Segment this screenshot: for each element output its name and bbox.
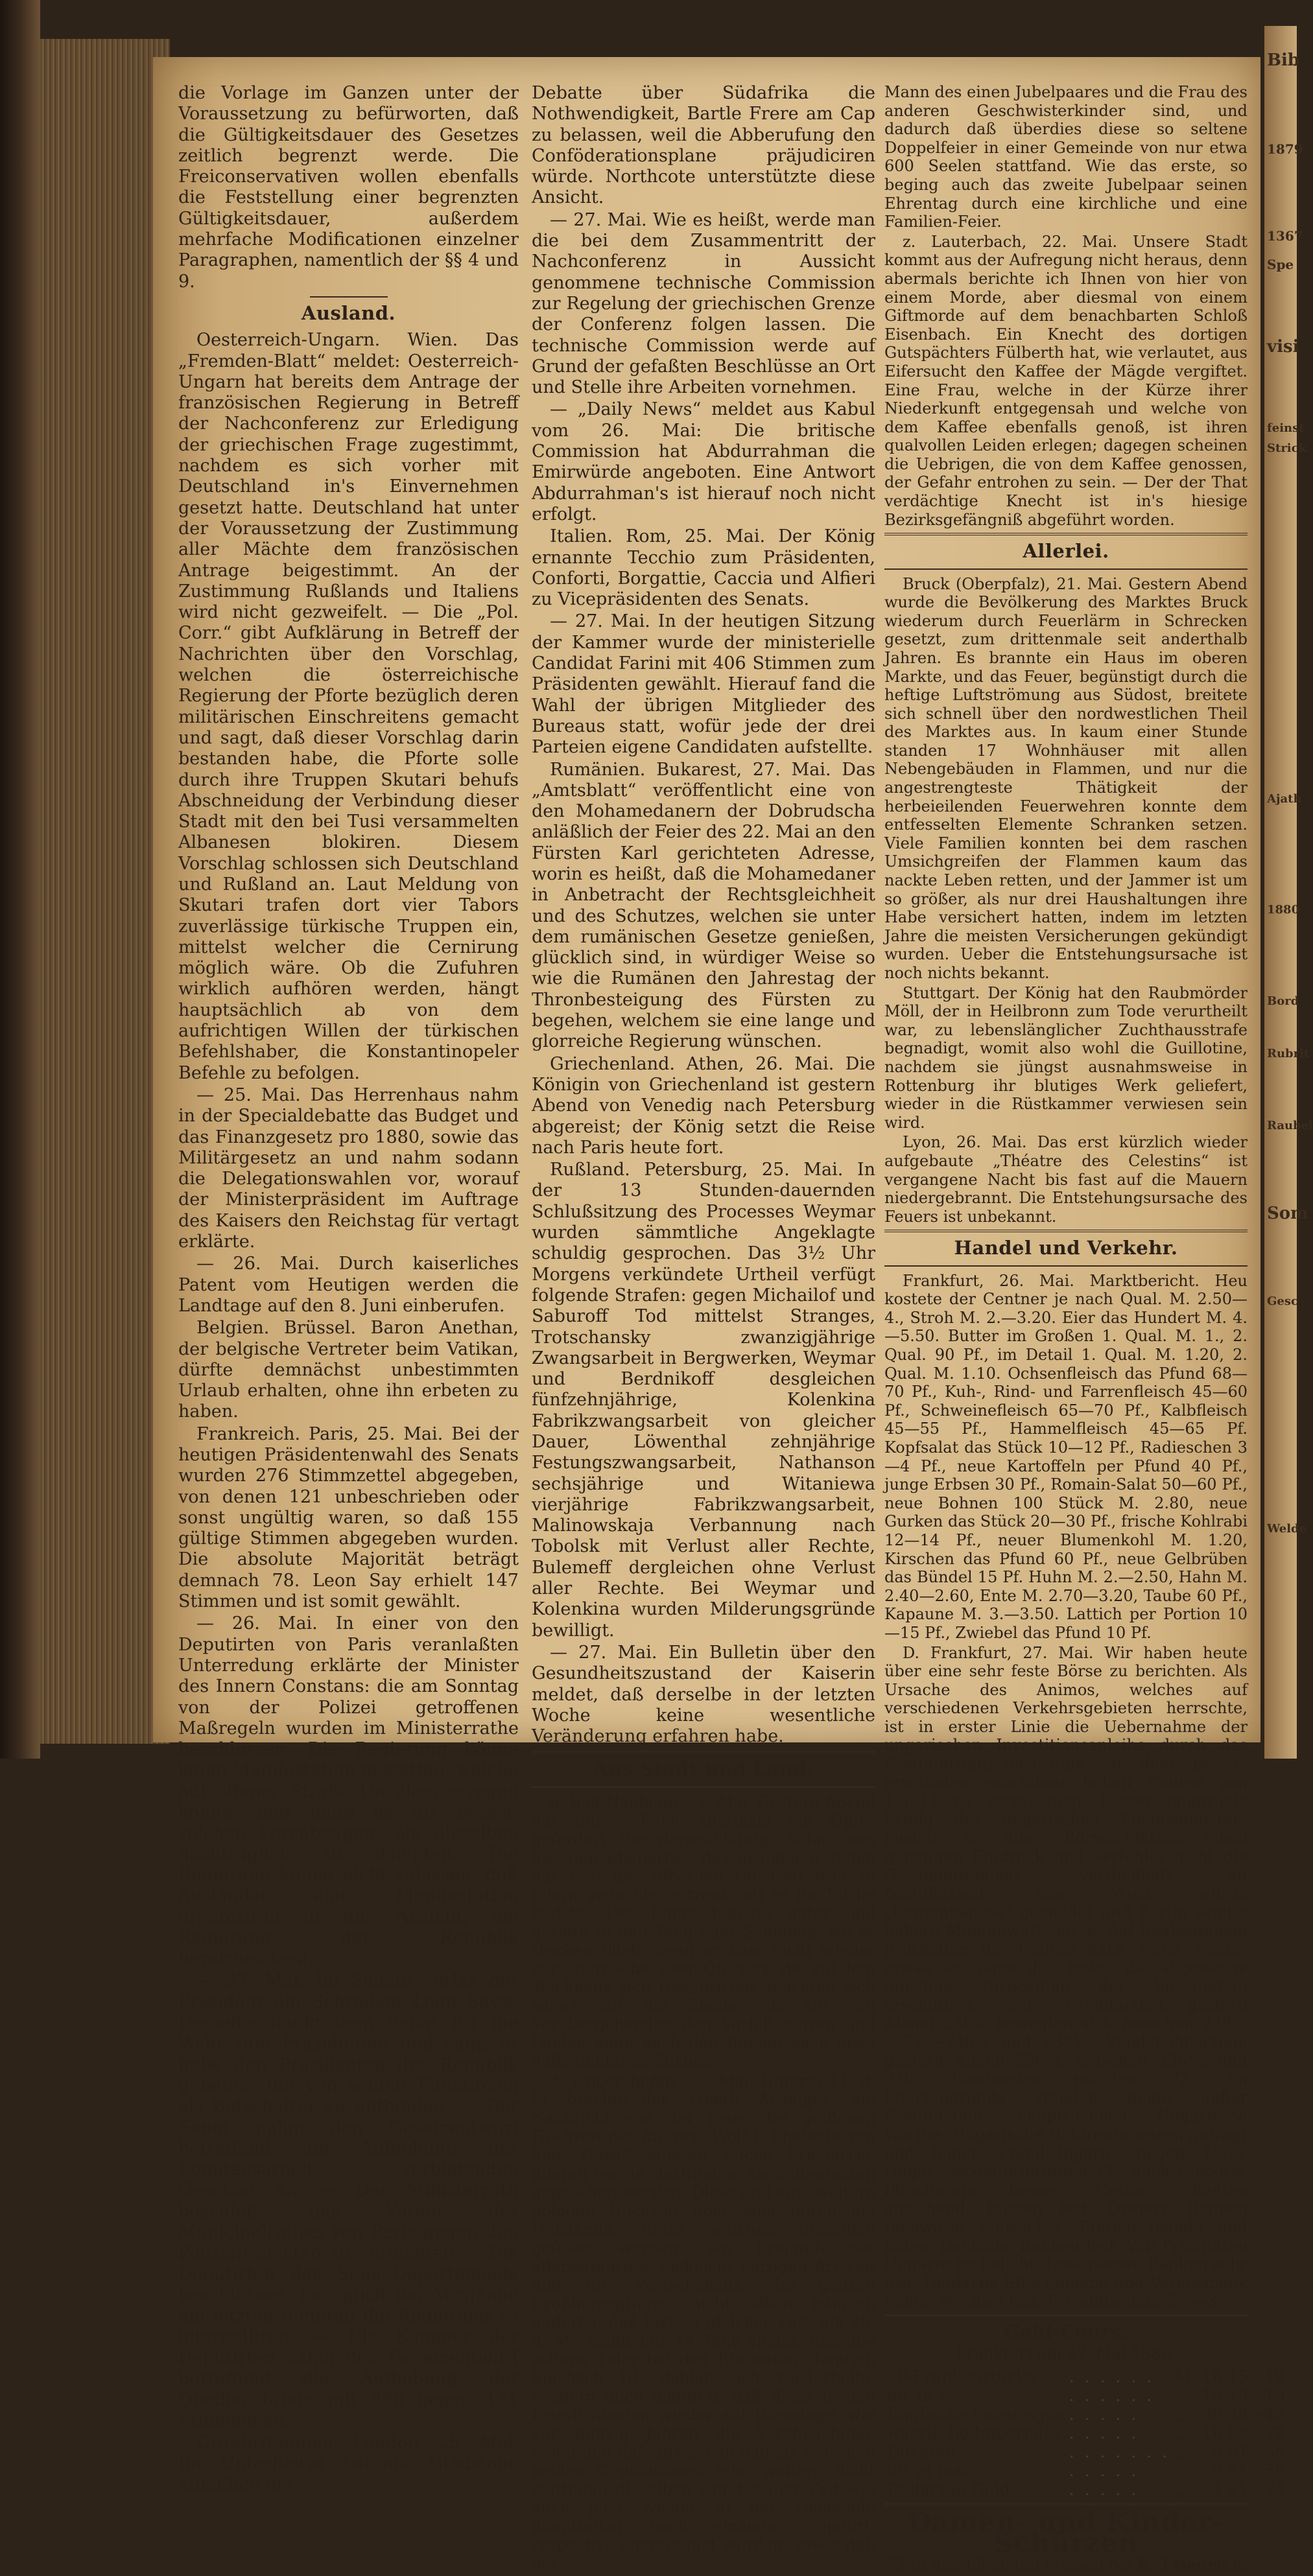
exchange-rate-leader: . . . . .: [1069, 2423, 1139, 2442]
article-paragraph: Italien. Rom, 25. Mai. Der König ernannte Tecchio zum Präsidenten, Conforti, Borgattie, Caccia und Alfieri zu Vicepräsidenten des Senats.: [532, 526, 875, 610]
exchange-rates-title: Geld-Cours.: [1004, 2320, 1128, 2343]
section-divider: [532, 1786, 875, 1788]
section-divider: [884, 533, 1248, 535]
advertisement-number: 73: [884, 2556, 905, 2575]
exchange-rate-leader: . . . . .: [1069, 2461, 1139, 2480]
article-paragraph: — 27. Mai. In der heutigen Sitzung der Kammer wurde der ministerielle Candidat Farini mit 406 Stimmen zum Präsidenten gewählt. Hierauf fand die Wahl der übrigen Mitglieder des Bureaus statt, wofür jede der drei Parteien eigene Candidaten aufstellte.: [532, 611, 875, 758]
exchange-rate-row: [884, 2386, 1288, 2405]
article-paragraph: — 27. Mai. Im Senate verlas der Präsident ein Schreiben Leon Say's. Derselbe dankt dem Senat für die Wahl zum Präsidenten und sagt, er habe den Präsidenten der Republik gebeten, ihn von seinen Funktionen als Botschafter zu entbinden. — Der Senat nahm den Gesetzentwurf betreffend die Aufhebung des Sonntagsarbeit verbietenden Gesetzes an. — Der Ministerrath beschloß, das Votum des Municipalrathes von Paris gegen den Polizeipräfecten zu vernichten — Die Deputirten des Seine-Departements beschlossen, bezüglich der Vorgänge am letzten Sonntag die Regierung zu interpelliren. — Die Kammer der Deputirten nahm den Gesetzentwurf betreffend die Aufhebung der Obedienzbriefe mit 366 gegen 121 Stimmen an.: [178, 1971, 519, 2431]
adjacent-fragment: 1880: [1267, 903, 1300, 917]
exchange-rate-value: 4 21—24: [1212, 2479, 1286, 2499]
article-paragraph: Rumänien. Bukarest, 27. Mai. Das „Amtsblatt“ veröffentlicht eine von den Mohamedanern der Dobrudscha anläßlich der Feier des 22. Mai an den Fürsten Karl gerichteten Adresse, worin es heißt, daß die Mohamedaner in Anbetracht der Rechtsgleichheit und des Schutzes, welchen sie unter dem rumänischen Gesetze genießen, glücklich sind, in würdiger Weise so wie die Rumänen den Jahrestag der Thronbesteigung des Fürsten zu begehen, welchem sie eine lange und glorreiche Regierung wünschen.: [532, 759, 875, 1052]
advertisement-vendor: K. Friedrich.: [1137, 2555, 1248, 2575]
article-paragraph: Mann des einen Jubelpaares und die Frau des anderen Geschwisterkinder sind, und dadurch daß überdies diese so seltene Doppelfeier in einer Gemeinde von nur etwa 600 Seelen stattfand. Wie das erste, so beging auch das zweite Jubelpaar seinen Ehrentag durch eine kirchliche und eine Familien-Feier.: [884, 83, 1248, 231]
article-paragraph: Rußland. Petersburg, 25. Mai. In der 13 Stunden-dauernden Schlußsitzung des Processes Weymar wurden sämmtliche Angeklagte schuldig gesprochen. Das 3½ Uhr Morgens verkündete Urtheil verfügt folgende Strafen: gegen Michailof und Saburoff Tod mittelst Stranges, Trotschansky zwanzigjährige Zwangsarbeit in Bergwerken, Weymar und Berdnikoff desgleichen fünfzehnjährige, Kolenkina Fabrikzwangsarbeit von gleicher Dauer, Löwenthal zehnjährige Festungszwangsarbeit, Nathanson sechsjährige und Witaniewa vierjährige Fabrikzwangsarbeit, Malinowskaja Verbannung nach Tobolsk mit Verlust aller Rechte, Bulemeff dergleichen ohne Verlust aller Rechte. Bei Weymar und Kolenkina wurden Milderungsgründe bewilligt.: [532, 1160, 875, 1641]
adjacent-fragment: visi: [1267, 337, 1299, 357]
exchange-rate-row: [884, 2442, 1288, 2461]
exchange-rates-subtitle: Frankfurt am 27. Mai 1880.: [956, 2345, 1176, 2363]
exchange-rate-value: 16 15—19: [1201, 2367, 1286, 2386]
adjacent-fragment: 1879: [1267, 141, 1303, 157]
exchange-rate-leader: . . . . . .: [1069, 2367, 1155, 2386]
exchange-rate-currency: „: [1175, 2442, 1184, 2461]
column-1: [178, 83, 519, 2497]
article-paragraph: Frankfurt, 26. Mai. Marktbericht. Heu kostete der Centner je nach Qual. M. 2.50—4., Stroh M. 2.—3.20. Eier das Hundert M. 4.—5.50. Butter im Großen 1. Qual. M. 1., 2. Qual. 90 Pf., im Detail 1. Qual. M. 1.20, 2. Qual. M. 1.10. Ochsenfleisch das Pfund 68—70 Pf., Kuh-, Rind- und Farrenfleisch 45—60 Pf., Schweinefleisch 65—70 Pf., Kalbfleisch 45—55 Pf., Hammelfleisch 45—65 Pf. Kopfsalat das Stück 10—12 Pf., Radieschen 3—4 Pf., neue Kartoffeln per Pfund 40 Pf., junge Erbsen 30 Pf., Romain-Salat 50—60 Pf., neue Bohnen 100 Stück M. 2.80, neue Gurken das Stück 20—30 Pf., frische Kohlrabi 12—14 Pf., neuer Blumenkohl M. 1.20, Kirschen das Pfund 60 Pf., neue Gelbrüben das Bündel 15 Pf. Huhn M. 2.—2.50, Hahn M. 2.40—2.60, Ente M. 2.70—3.20, Taube 60 Pf., Kapaune M. 3.—3.50. Lattich per Portion 10—15 Pf., Zwiebel das Pfund 10 Pf.: [884, 1271, 1248, 1642]
exchange-rate-currency: M.: [1175, 2367, 1197, 2386]
adjacent-fragment: Strick: [1267, 441, 1307, 455]
article-paragraph: die Vorlage im Ganzen unter der Voraussetzung zu befürworten, daß die Gültigkeitsdauer des Gesetzes zeitlich begrenzt werde. Die Freiconservativen wollen ebenfalls die Feststellung einer begrenzten Gültigkeitsdauer, außerdem mehrfache Modificationen einzelner Paragraphen, namentlich der §§ 4 und 9.: [178, 83, 519, 292]
exchange-rate-value: 16 15—19: [1201, 2385, 1286, 2405]
advertisement-line: [884, 2555, 1248, 2575]
adjacent-fragment: feinst: [1267, 421, 1305, 435]
exchange-rate-name: Englische Sovereigns: [887, 2404, 1064, 2424]
column-rule: [310, 296, 388, 298]
article-paragraph: n. Bad-Nauheim, 22. Mai. Gestern Abend hat unser Teich abermals ein Opfer gefordert. Der vierzehnjährige Sohn eines hiesigen Eheparres, das in einigen Tagen das Fest der silbernen Hochzeit froh zu feiern gedachte, ertrank, als er im Teiche badete. Der Junge tauchte unter und gerieth in den Tang oder Schlamm, wo er stecken blieb, denn er kam nicht wieder zur Oberfläche. Zwei Officiere, die auf dem Teichhaus sich restaurirten, machten sich sofort auf die Suche, als sie von Vorübergehenden den Vorfall hörten und fanden dann auch den Jungen nach etwa halbstündigem Suchen.: [532, 1792, 875, 2071]
section-heading-handel: Handel und Verkehr.: [954, 1237, 1178, 1259]
article-paragraph: Stuttgart. Der König hat den Raubmörder Möll, der in Heilbronn zum Tode verurtheilt war, zu lebenslänglicher Zuchthausstrafe begnadigt, womit also wohl die Guillotine, nachdem sie jüngst ausnahmsweise in Rottenburg ihr blutiges Werk geliefert, wieder in die Rüstkammer verwiesen sein wird.: [884, 983, 1248, 1132]
article-paragraph: Griechenland. Athen, 26. Mai. Die Königin von Griechenland ist gestern Abend von Venedig nach Petersburg abgereist; der König setzt die Reise nach Paris heute fort.: [532, 1053, 875, 1158]
exchange-rate-leader: . . . . . . .: [1069, 2442, 1170, 2461]
section-divider: [884, 2503, 1248, 2505]
adjacent-fragment: Bord: [1267, 994, 1299, 1008]
section-divider: [884, 2315, 1248, 2316]
exchange-rate-value: 9 51—55: [1212, 2461, 1286, 2480]
section-divider: [532, 1751, 875, 1753]
adjacent-fragment: Spe: [1267, 257, 1294, 272]
exchange-rate-row: [884, 2367, 1288, 2386]
section-divider: [884, 1265, 1248, 1267]
exchange-rate-row: [884, 2480, 1288, 2499]
adjacent-fragment: 1367: [1267, 228, 1303, 244]
exchange-rate-currency: „: [1175, 2404, 1184, 2424]
page-stack-edge: [40, 39, 170, 1744]
article-paragraph: — „Daily News“ meldet aus Kabul vom 26. Mai: Die britische Commission hat Abdurrahman die Emirwürde angeboten. Eine Antwort Abdurrahman's ist hierauf noch nicht erfolgt.: [532, 399, 875, 524]
advertisement-title: Damen- und Kinder-Schürzen: [908, 2506, 1224, 2559]
exchange-rate-leader: . . . . .: [1069, 2479, 1139, 2499]
exchange-rate-currency: „: [1175, 2479, 1184, 2499]
exchange-rate-name: Dollars in Gold: [887, 2479, 1010, 2499]
article-paragraph: Belgien. Brüssel. Baron Anethan, der belgische Vertreter beim Vatikan, dürfte demnächst unbestimmten Urlaub erhalten, ohne ihn erbeten zu haben.: [178, 1318, 519, 1422]
article-paragraph: A. Oppershofen, 25. Mai. Unterm 11. d. M. brachte der „Oberh. Anzeiger“ die Nachricht von der Feier der goldenen Hochzeit der Andreas Wolf I. Eheleute von hier. Gewiß müssen solche Ereignisse, überall wo sie stattfinden, als Seltenheiten angesehen werden. Diese und eine weitere goldene Hochzeit aber sind durch die Umstände, unter welchen dieselben gefeiert wurden, ein Ereigniß der allerseltensten, vielleicht einzigen Art seit und für Menschenalter im ganzen Großherzogthum: nicht allein nämlich dadurch, daß fast zu gleicher Zeit, am 25. d. M., somit nur 14 Tage später, dieselbe seltene Feier bei den Eheleuten Heinrich Sulzbach III. dahier sich wiederholte, sondern auch dadurch, daß diese beiden Feierlichkeiten wieder auf Dienstage, wie vor fünfzig Jahren die Verehelichung, fielen und daß außerdem damals zwischen beiden Copulationen eine weitere nicht stattfand, dieselben somit seiner Zeit wie auch jetzt wieder in der Gemeinde unmittelbar nach einander copulirt, respektive eingesegnet wurden, sowie daß der: [532, 2072, 875, 2573]
exchange-rate-leader: . . . . . .: [1069, 2385, 1155, 2405]
article-paragraph: Lyon, 26. Mai. Das erst kürzlich wieder aufgebaute „Théatre des Celestins“ ist vergangene Nacht bis fast auf die Mauern niedergebrannt. Die Entstehungsursache des Feuers ist unbekannt.: [884, 1133, 1248, 1226]
exchange-rate-row: [884, 2405, 1288, 2424]
adjacent-fragment: Som: [1267, 1204, 1308, 1223]
adjacent-fragment: Ajath: [1267, 792, 1302, 806]
section-heading-stadt-und-land: Aus Stadt und Land.: [593, 1758, 814, 1781]
exchange-rate-name: 20-Frankenstücke: [887, 2367, 1036, 2386]
article-paragraph: D. Frankfurt, 27. Mai. Wir haben heute über eine sehr feste Börse zu berichten. Als Ursache des Animos, welches auf verschiedenen Verkehrsgebieten herrschte, ist in erster Linie die Uebernahme der ungarischen Investitionsanleihe durch das Creditanstaltsconsortium zu dem bereits erwähnten exorbitant hohen Course von 106,11 zu verzeichnen. Dieser finanzielle Erfolg des ungarischen Finanzministers machte an allen Börsen-Plätzen einen günstigen Eindruck und verfehlte nicht die Gesammttendenz vortheilhaft zu beeinflussen. Von Wien wurde „Rentenhausse“ gemeldet und Berlin sandte höhere Montanwertcourse. Auf Realisationen bröckelten die Course nach Notiz wieder etwas ab, ohne daß indeß die allgemeine günstige Disposition der Speculation erschüttert wurde. Creditactien, gestern Abend 238⅝ bewegten sich zwischen 239—237⅝—240⅛ und 239½, Staatsbahnactien, gestern Abend 236⅜, zwischen 236¼, und 236. Lombarden notirten 72. Im Boersengrunde standen heute außer Creditactien, hauptsächlich Ungarische Werthe. Ungarische Goldrente waren gefragt und höher. Pfund-Ungarn stiegen 1½%, Ungar. Secondprioritäten 1%, auch Gömörer Pfandbriefe besser. Oesterr. Renten anziehend. Russen fest. Oesterr. Bahnen theilweise schwächer. Elbthal beliebt und höher. Deutsche Bahnen fest. Von Prioritäten Ungarische beliebt. Lose besser. Banken sehr fest. Deutsche Effectenbank und Vereinsbank höher. Wechsel fest. Privatdisconto 2⅞—3%.: [884, 1643, 1248, 2311]
section-divider: [884, 568, 1248, 570]
article-paragraph: — 27. Mai. Wie es heißt, werde man die bei dem Zusammentritt der Nachconferenz in Aussicht genommene technische Commission zur Regelung der griechischen Grenze der Conferenz folgen lassen. Die technische Commission werde auf Grund der gefaßten Beschlüsse an Ort und Stelle ihre Arbeiten vornehmen.: [532, 209, 875, 398]
adjacent-fragment: Raubel: [1267, 1119, 1313, 1132]
book-binding: [0, 0, 40, 1759]
adjacent-fragment: Rubrit: [1267, 1047, 1310, 1060]
exchange-rate-value: 16 68—72: [1201, 2423, 1286, 2442]
article-paragraph: Frankreich. Paris, 25. Mai. Bei der heutigen Präsidentenwahl des Senats wurden 276 Stimmzettel abgegeben, von denen 121 unbeschrieben oder sonst ungültig waren, so daß 155 gültige Stimmen abgegeben wurden. Die absolute Majorität beträgt demnach 78. Leon Say erhielt 147 Stimmen und ist somit gewählt.: [178, 1423, 519, 1612]
article-paragraph: — 27. Mai. Ein Bulletin über den Gesundheitszustand der Kaiserin meldet, daß derselbe in der letzten Woche keine wesentliche Veränderung erfahren habe.: [532, 1642, 875, 1747]
exchange-rate-currency: „: [1175, 2385, 1184, 2405]
article-paragraph: — 26. Mai. Durch kaiserliches Patent vom Heutigen werden die Landtage auf den 8. Juni einberufen.: [178, 1254, 519, 1316]
exchange-rate-name: Ducaten: [887, 2442, 956, 2461]
article-paragraph: z. Lauterbach, 22. Mai. Unsere Stadt kommt aus der Aufregung nicht heraus, denn abermals berichte ich Ihnen von hier von einem Morde, aber diesmal von einem Giftmorde auf dem benachbarten Schloß Eisenbach. Ein Knecht des dortigen Gutspächters Fülberth hat, wie verlautet, aus Eifersucht den Kaffee der Mägde vergiftet. Eine Frau, welche in der Kürze ihrer Niederkunft entgegensah und welche von dem Kaffee ebenfalls genoß, ist ihren qualvollen Leiden erlegen; dagegen scheinen die Uebrigen, die von dem Kaffee genossen, der Gefahr entrohen zu sein. — Der der That verdächtige Knecht ist in's hiesige Bezirksgefängniß abgeführt worden.: [884, 232, 1248, 529]
exchange-rate-row: [884, 2424, 1288, 2442]
exchange-rate-name: do. al marco: [887, 2461, 989, 2480]
exchange-rate-value: 9 51—55: [1212, 2442, 1286, 2461]
exchange-rate-name: Russische Imperiales: [887, 2423, 1062, 2442]
section-divider: [884, 1230, 1248, 1232]
exchange-rate-row: [884, 2461, 1288, 2480]
section-heading-allerlei: Allerlei.: [1023, 540, 1109, 563]
exchange-rate-leader: . . . . .: [1069, 2404, 1139, 2424]
article-paragraph: — 25. Mai. Das Herrenhaus nahm in der Specialdebatte das Budget und das Finanzgesetz pro 1880, sowie das Militärgesetz an und nahm sodann die Delegationswahlen vor, worauf der Ministerpräsident im Auftrage des Kaisers den Reichstag für vertagt erklärte.: [178, 1084, 519, 1252]
section-heading-ausland: Ausland.: [301, 301, 396, 324]
adjacent-page-strip: [1264, 26, 1313, 1759]
article-paragraph: Debatte über Südafrika die Nothwendigkeit, Bartle Frere am Cap zu belassen, weil die Abberufung den Conföderationsplane präjudiciren würde. Northcote unterstützte diese Ansicht.: [532, 83, 875, 208]
adjacent-fragment: Gesc: [1267, 1294, 1298, 1308]
article-paragraph: Großbritannien. London, 25. Mai. Im Unterhause betonte Gladstone anläßlich der: [178, 2432, 519, 2495]
article-paragraph: Oesterreich-Ungarn. Wien. Das „Fremden-Blatt“ meldet: Oesterreich-Ungarn hat bereits dem Antrage der französischen Regierung in Betreff der Nachconferenz zur Erledigung der griechischen Frage zugestimmt, nachdem es sich vorher mit Deutschland in's Einvernehmen gesetzt hatte. Deutschland hat unter der Voraussetzung der Zustimmung aller Mächte dem französischen Antrage beigestimmt. An der Zustimmung Rußlands und Italiens wird nicht gezweifelt. — Die „Pol. Corr.“ gibt Aufklärung in Betreff der Nachrichten über den Vorschlag, welchen die österreichische Regierung der Pforte bezüglich deren militärischen Einschreitens gemacht und sagt, daß dieser Vorschlag darin bestanden habe, die Pforte solle durch ihre Truppen Skutari behufs Abschneidung der Verbindung dieser Stadt mit den bei Tusi versammelten Albanesen blokiren. Diesem Vorschlag schlossen sich Deutschland und Rußland an. Laut Meldung von Skutari trafen dort vier Tabors zuverlässige türkische Truppen ein, mittelst welcher die Cernirung möglich wäre. Ob die Zufuhren wirklich aufhören werden, hängt hauptsächlich ab von dem aufrichtigen Willen der türkischen Befehlshaber, die Konstantinopeler Befehle zu befolgen.: [178, 330, 519, 1083]
exchange-rate-currency: „: [1175, 2461, 1184, 2480]
exchange-rate-value: 20 38—42: [1201, 2404, 1286, 2424]
column-2: [532, 83, 875, 2574]
adjacent-fragment: Welde: [1267, 1522, 1307, 1536]
advertisement-text: zu den billigsten Preisen bei: [908, 2556, 1133, 2575]
exchange-rate-currency: „: [1175, 2423, 1184, 2442]
exchange-rates-table: [884, 2367, 1288, 2499]
exchange-rate-name: do. in ½: [887, 2385, 954, 2405]
adjacent-fragment: Bib: [1267, 51, 1300, 70]
article-paragraph: Bruck (Oberpfalz), 21. Mai. Gestern Abend wurde die Bevölkerung des Marktes Bruck wiederum durch Feuerlärm in Schrecken gesetzt, zum drittenmale seit anderthalb Jahren. Es brannte ein Haus im oberen Markte, und das Feuer, begünstigt durch die heftige Luftströmung aus Südost, breitete sich schnell über den nordwestlichen Theil des Marktes aus. In kaum einer Stunde standen 17 Wohnhäuser mit allen Nebengebäuden in Flammen, und nur die angestrengteste Thätigkeit der herbeieilenden Feuerwehren konnte dem entfesselten Elemente Schranken setzen. Viele Familien konnten bei dem raschen Umsichgreifen der Flammen kaum das nackte Leben retten, und der Jammer ist um so größer, als nur drei Haushaltungen ihre Habe versichert hatten, indem im letzten Jahre die meisten Versicherungen gekündigt wurden. Ueber die Entstehungsursache ist noch nichts bekannt.: [884, 574, 1248, 983]
article-paragraph: — 26. Mai. In einer von den Deputirten von Paris veranlaßten Unterredung erklärte der Minister des Innern Constans: die am Sonntag von der Polizei getroffenen Maßregeln wurden im Ministerrathe beschlossen. Die Regierung könne keine Manifestation gestatten, welche auf offener Straße Unruhen erregen könne, und halte es für besser, solchen vorzubeugen, als dieselben nachträglich zu dämpfen. Die Regierung könne nicht zulassen, daß Ausländer eine Manifestation organisiren in der Absicht, die Regierung der Republik herabzusetzen.: [178, 1613, 519, 1969]
